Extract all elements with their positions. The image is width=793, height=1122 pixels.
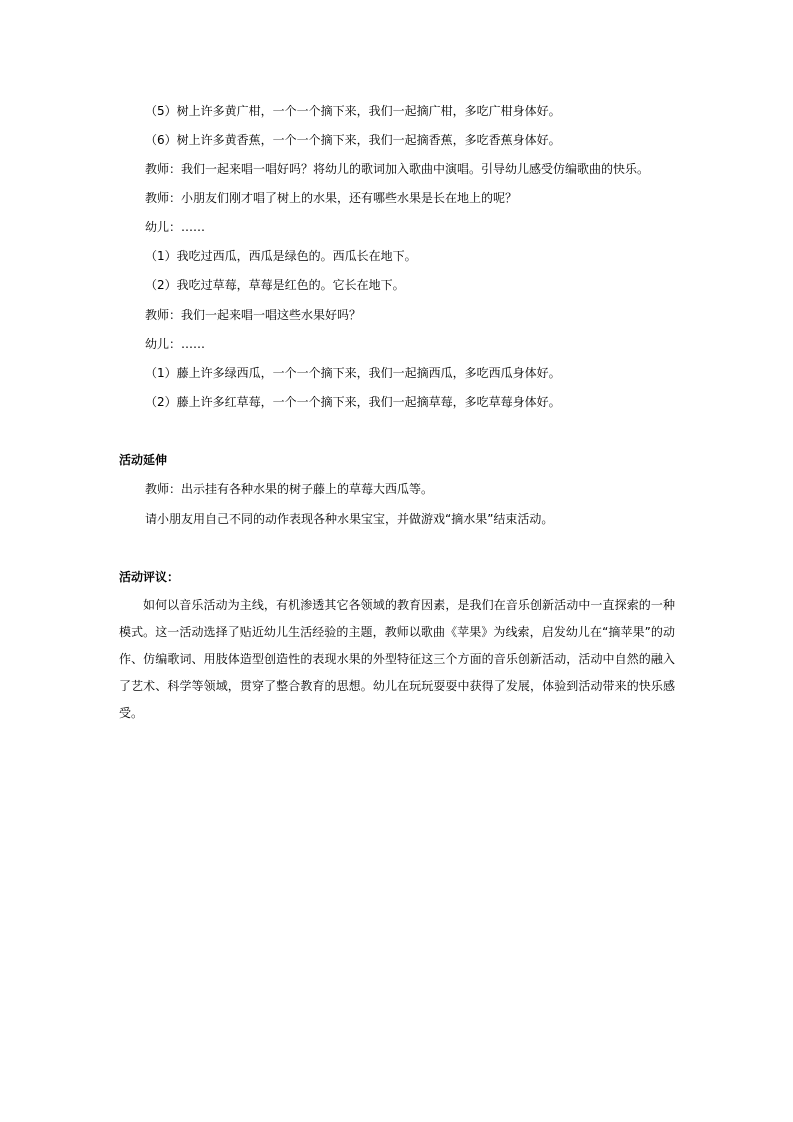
song-line-watermelon: （1）藤上许多绿西瓜，一个一个摘下来，我们一起摘西瓜，多吃西瓜身体好。 [145,366,561,380]
extension-heading: 活动延伸 [119,453,168,467]
song-line-strawberry: （2）藤上许多红草莓，一个一个摘下来，我们一起摘草莓，多吃草莓身体好。 [145,395,561,409]
teacher-line-question: 教师：小朋友们刚才唱了树上的水果，还有哪些水果是长在地上的呢？ [145,191,518,205]
teacher-line-sing: 教师：我们一起来唱一唱好吗？将幼儿的歌词加入歌曲中演唱。引导幼儿感受仿编歌曲的快乐。 [145,162,650,176]
song-line-6: （6）树上许多黄香蕉，一个一个摘下来，我们一起摘香蕉，多吃香蕉身体好。 [145,133,561,147]
teacher-line-sing-fruits: 教师：我们一起来唱一唱这些水果好吗？ [145,308,362,322]
review-heading: 活动评议： [119,570,180,584]
review-paragraph: 如何以音乐活动为主线，有机渗透其它各领域的教育因素，是我们在音乐创新活动中一直探索的一种模式。这一活动选择了贴近幼儿生活经验的主题，教师以歌曲《苹果》为线索，启发幼儿在“摘苹果”的动作、仿编歌词、用肢体造型创造性的表现水果的外型特征这三个方面的音乐创新活动，活动中自然的融入了艺术、科学等领域，贯穿了整合教育的思想。幼儿在玩玩耍耍中获得了发展，体验到活动带来的快乐感受。 [119,598,675,720]
child-answer-watermelon: （1）我吃过西瓜，西瓜是绿色的。西瓜长在地下。 [145,249,417,263]
child-line: 幼儿：…… [145,220,206,234]
child-answer-strawberry: （2）我吃过草莓，草莓是红色的。它长在地下。 [145,278,405,292]
child-line: 幼儿：…… [145,337,206,351]
extension-line-1: 教师：出示挂有各种水果的树子藤上的草莓大西瓜等。 [145,482,434,496]
extension-line-2: 请小朋友用自己不同的动作表现各种水果宝宝，并做游戏“摘水果”结束活动。 [145,512,554,526]
song-line-5: （5）树上许多黄广柑，一个一个摘下来，我们一起摘广柑，多吃广柑身体好。 [145,104,561,118]
